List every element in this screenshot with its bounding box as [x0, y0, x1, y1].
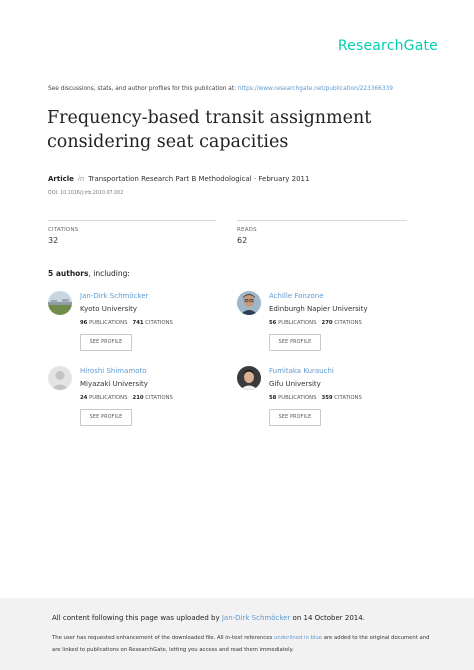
publication-title: Frequency-based transit assignment considering seat capacities — [47, 108, 372, 152]
author-institution: Edinburgh Napier University — [269, 305, 368, 313]
citations-divider — [48, 220, 216, 221]
publication-doi[interactable]: DOI: 10.1016/j.trb.2010.07.002 — [48, 191, 124, 196]
author-publications-label: PUBLICATIONS — [89, 320, 128, 326]
person-photo-icon — [237, 291, 261, 315]
author-publications-count: 56 — [269, 320, 277, 326]
enhancement-note-part2: are added to the original document and are linked to publications on ResearchGate, letting you access and read them immediately. — [52, 635, 430, 653]
publication-type: Article — [48, 175, 74, 183]
author-name-link[interactable]: Fumitaka Kurauchi — [269, 367, 334, 375]
researchgate-logo[interactable]: ResearchGate — [337, 38, 438, 54]
publication-url-link[interactable]: https://www.researchgate.net/publication/223366339 — [237, 86, 393, 92]
author-publications-label: PUBLICATIONS — [278, 395, 317, 401]
author-stats — [269, 395, 362, 401]
author-stats — [80, 395, 173, 401]
see-profile-button[interactable]: SEE PROFILE — [269, 334, 321, 351]
author-institution: Kyoto University — [80, 305, 138, 313]
author-citations-label: CITATIONS — [145, 395, 173, 401]
publication-link-line — [48, 86, 393, 92]
author-publications-label: PUBLICATIONS — [278, 320, 317, 326]
author-citations-count: 210 — [132, 395, 144, 401]
author-stats — [269, 320, 362, 326]
default-avatar-icon — [48, 366, 72, 390]
authors-heading-suffix: , including: — [88, 269, 130, 278]
author-avatar[interactable] — [237, 291, 261, 315]
author-institution: Miyazaki University — [80, 380, 148, 388]
publication-venue[interactable]: Transportation Research Part B Methodological · February 2011 — [88, 175, 310, 183]
enhancement-note-part1: The user has requested enhancement of the downloaded file. All in-text references — [52, 635, 274, 641]
author-avatar[interactable] — [48, 366, 72, 390]
author-institution: Gifu University — [269, 380, 321, 388]
author-citations-count: 359 — [321, 395, 333, 401]
uploader-link[interactable]: Jan-Dirk Schmöcker — [221, 614, 291, 622]
authors-count: 5 authors — [48, 269, 89, 278]
author-citations-label: CITATIONS — [145, 320, 173, 326]
enhancement-note — [52, 632, 432, 656]
see-profile-button[interactable]: SEE PROFILE — [269, 409, 321, 426]
author-stats — [80, 320, 173, 326]
reads-label: READS — [237, 227, 257, 233]
citations-label: CITATIONS — [48, 227, 79, 233]
person-photo-icon — [237, 366, 261, 390]
publication-link-prefix: See discussions, stats, and author profiles for this publication at: — [48, 86, 238, 92]
see-profile-button[interactable]: SEE PROFILE — [80, 334, 132, 351]
authors-heading — [48, 269, 130, 278]
landscape-photo-icon — [48, 291, 72, 315]
author-publications-count: 58 — [269, 395, 277, 401]
author-publications-count: 24 — [80, 395, 88, 401]
upload-notice-suffix: on 14 October 2014. — [290, 614, 365, 622]
author-avatar[interactable] — [48, 291, 72, 315]
upload-notice — [52, 614, 365, 622]
reads-divider — [237, 220, 407, 221]
citations-count: 32 — [48, 236, 59, 245]
author-citations-count: 270 — [321, 320, 333, 326]
in-label: in — [77, 175, 85, 183]
publication-meta — [48, 175, 309, 183]
underlined-in-blue-text: underlined in blue — [273, 635, 323, 641]
author-citations-label: CITATIONS — [334, 395, 362, 401]
author-avatar[interactable] — [237, 366, 261, 390]
upload-notice-prefix: All content following this page was uploaded by — [52, 614, 222, 622]
author-publications-count: 96 — [80, 320, 88, 326]
author-citations-count: 741 — [132, 320, 144, 326]
author-name-link[interactable]: Hiroshi Shimamoto — [80, 367, 147, 375]
author-citations-label: CITATIONS — [334, 320, 362, 326]
author-name-link[interactable]: Achille Fonzone — [269, 292, 324, 300]
see-profile-button[interactable]: SEE PROFILE — [80, 409, 132, 426]
author-publications-label: PUBLICATIONS — [89, 395, 128, 401]
reads-count: 62 — [237, 236, 248, 245]
author-name-link[interactable]: Jan-Dirk Schmöcker — [80, 292, 149, 300]
